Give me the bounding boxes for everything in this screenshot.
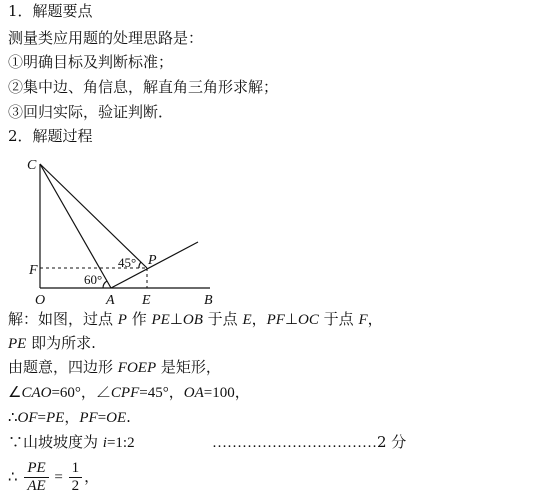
label-f: F <box>29 263 38 278</box>
solution-line-6: ∵山坡坡度为 i=1:2 <box>8 433 135 451</box>
label-e: E <box>142 293 151 308</box>
label-b: B <box>204 293 213 308</box>
angle-arc-60 <box>103 281 107 288</box>
angle-arc-45 <box>139 262 141 268</box>
solution-line-7: ∴ $\frac{PE}{AE}$ = $\frac{1}{2}$ ， <box>8 460 100 494</box>
label-c: C <box>27 158 37 173</box>
solution-line-2: PE 即为所求. <box>8 334 96 352</box>
line-cp <box>40 164 147 268</box>
label-a: A <box>106 293 115 308</box>
solution-line-5: ∴OF=PE，PF=OE. <box>8 408 131 426</box>
line-ca <box>40 164 111 288</box>
label-o: O <box>35 293 46 308</box>
fraction-1-2: $\frac{1}{2}$ <box>69 460 83 495</box>
label-p: P <box>148 253 157 268</box>
section-2-heading: 2．解题过程 <box>8 127 93 145</box>
section-1-heading: 1．解题要点 <box>8 2 93 20</box>
solution-line-3: 由题意，四边形 FOEP 是矩形， <box>8 358 221 376</box>
point-3: ③回归实际，验证判断． <box>8 103 174 121</box>
score-leader: ……………………………2 分 <box>212 433 407 451</box>
solution-line-1: 解：如图，过点 P 作 PE⊥OB 于点 E，PF⊥OC 于点 F， <box>8 310 383 328</box>
label-angle-60: 60° <box>84 272 103 287</box>
point-2: ②集中边、角信息，解直角三角形求解； <box>8 78 279 96</box>
label-angle-45: 45° <box>118 255 137 270</box>
intro-text: 测量类应用题的处理思路是： <box>8 29 204 47</box>
solution-line-4: ∠CAO=60°，∠CPF=45°，OA=100， <box>8 385 250 401</box>
geometry-diagram <box>0 150 240 310</box>
fraction-pe-ae: $\frac{PE}{AE}$ <box>24 460 48 495</box>
point-1: ①明确目标及判断标准； <box>8 53 174 71</box>
